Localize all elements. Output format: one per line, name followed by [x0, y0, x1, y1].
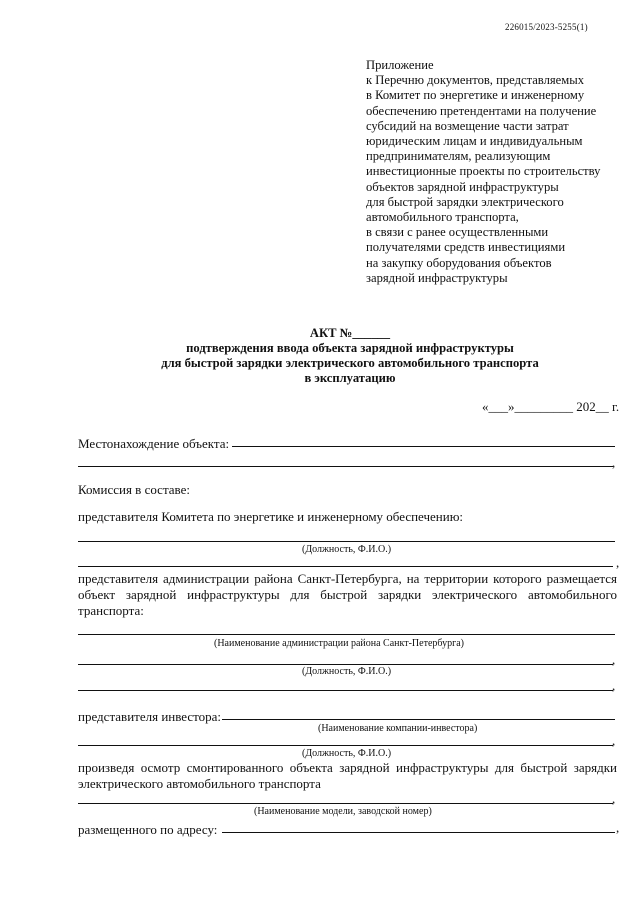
comma: , — [612, 678, 616, 693]
inspection-text: произведя осмотр смонтированного объекта зарядной инфраструктуры для быстрой зарядки электрического автомобильного транспорта — [78, 760, 617, 791]
committee-rep-line[interactable] — [78, 541, 615, 542]
admin-position-line[interactable] — [78, 664, 613, 665]
caption-position-name: (Должность, Ф.И.О.) — [302, 544, 392, 555]
caption-company: (Наименование компании-инвестора) — [318, 723, 478, 734]
investor-label: представителя инвестора: — [78, 709, 222, 724]
caption-position-name: (Должность, Ф.И.О.) — [302, 666, 392, 677]
document-number: 226015/2023-5255(1) — [505, 22, 588, 32]
comma: , — [616, 555, 620, 570]
location-label: Местонахождение объекта: — [78, 436, 230, 451]
caption-admin-name: (Наименование администрации района Санкт-Петербурга) — [214, 638, 464, 649]
comma: , — [612, 652, 616, 667]
location-input-line-2[interactable] — [78, 466, 613, 467]
comma: , — [612, 791, 616, 806]
committee-rep-label: представителя Комитета по энергетике и инженерному обеспечению: — [78, 509, 464, 524]
appendix-note: Приложение к Перечню документов, представляемых в Комитет по энергетике и инженерному обеспечению претендентами на получение субсидий на возмещение части затрат юридическим лицам и индивидуальным предпринимателям, реализующим инвестиционные проекты по строительству объектов зарядной инфраструктуры для быстрой зарядки электрического автомобильного транспорта, в связи с ранее осуществленными получателями средств инвестициями на закупку оборудования объектов зарядной инфраструктуры — [366, 58, 601, 285]
admin-position-line-2[interactable] — [78, 690, 613, 691]
comma: , — [616, 820, 620, 835]
location-input-line[interactable] — [232, 446, 615, 447]
commission-label: Комиссия в составе: — [78, 482, 190, 497]
investor-company-line[interactable] — [222, 719, 615, 720]
comma: , — [612, 733, 616, 748]
caption-model: (Наименование модели, заводской номер) — [254, 806, 432, 817]
address-label: размещенного по адресу: — [78, 822, 218, 837]
act-title-line-2: подтверждения ввода объекта зарядной инфраструктуры — [186, 341, 514, 355]
caption-position-name: (Должность, Ф.И.О.) — [302, 748, 392, 759]
admin-rep-text: представителя администрации района Санкт-Петербурга, на территории которого размещается объект зарядной инфраструктуры для быстрой зарядки электрического автомобильного транспорта: — [78, 571, 617, 618]
date-field[interactable]: «___»_________ 202__ г. — [482, 399, 620, 414]
address-input-line[interactable] — [222, 832, 615, 833]
comma: , — [612, 455, 616, 470]
model-serial-line[interactable] — [78, 803, 613, 804]
act-title-line-4: в эксплуатацию — [304, 371, 396, 385]
investor-position-line[interactable] — [78, 745, 613, 746]
act-title-number: АКТ №______ — [309, 326, 391, 340]
act-title-line-3: для быстрой зарядки электрического автомобильного транспорта — [161, 356, 539, 370]
admin-name-line[interactable] — [78, 634, 615, 635]
committee-rep-line-2[interactable] — [78, 566, 613, 567]
